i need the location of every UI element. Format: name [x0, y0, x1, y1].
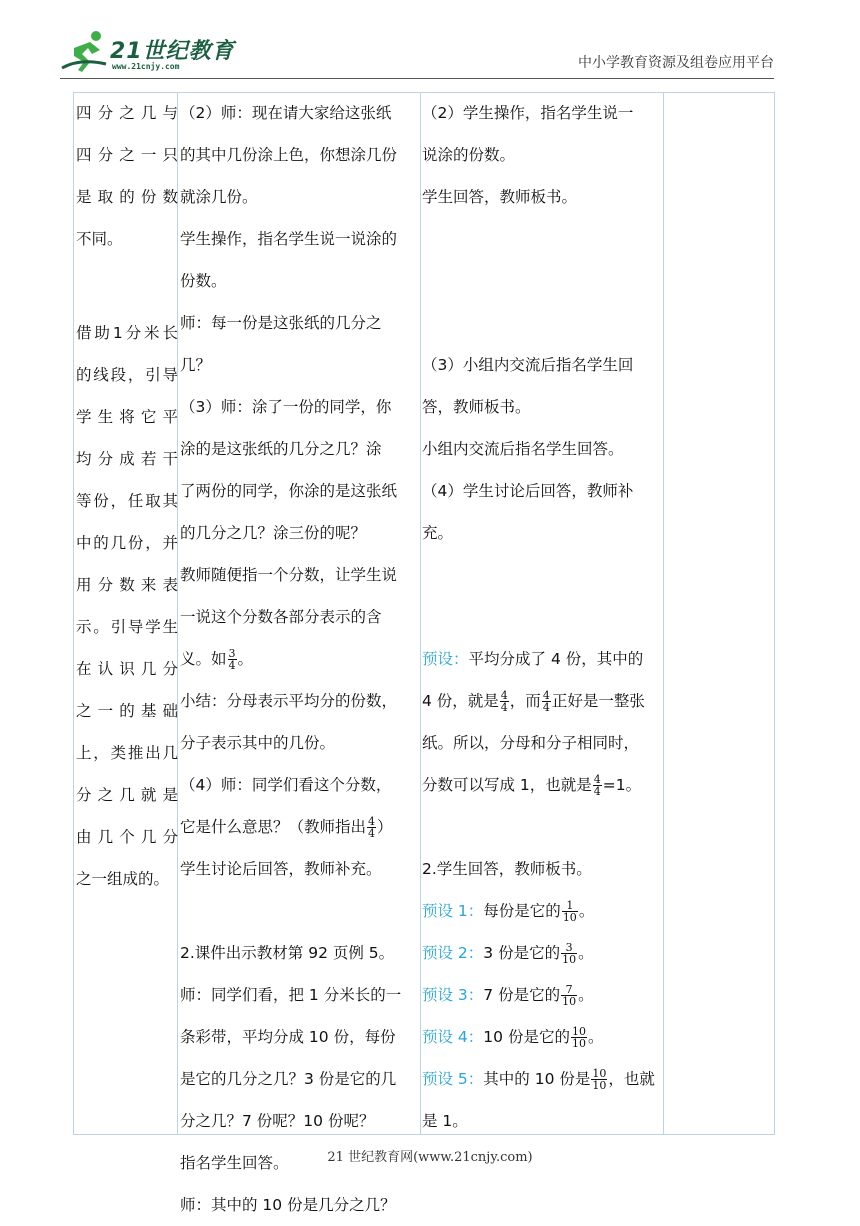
teacher-line: 的其中几份涂上色，你想涂几份: [180, 146, 398, 164]
objective-line: 四分之一只: [76, 146, 178, 164]
denominator: 4: [228, 659, 236, 672]
preset-label: 预设 3：: [422, 986, 484, 1004]
teacher-line: [180, 806, 420, 848]
student-line: 是 1。: [422, 1112, 468, 1130]
fraction: [228, 648, 237, 671]
denominator: 10: [562, 995, 577, 1008]
student-line: [422, 890, 662, 932]
logo-url: www.21cnjy.com: [112, 62, 180, 71]
page-header: [0, 0, 860, 90]
objective-line: 不同。: [76, 230, 123, 248]
preset-label: 预设 2：: [422, 944, 484, 962]
denominator: 4: [542, 701, 550, 714]
text-run: 7 份是它的: [483, 986, 561, 1004]
student-line: 小组内交流后指名学生回答。: [422, 440, 624, 458]
denominator: 10: [571, 1037, 586, 1050]
student-line: 学生回答，教师板书。: [422, 188, 578, 206]
numerator: 1: [562, 900, 578, 912]
student-line: [422, 764, 662, 806]
teacher-column: [180, 92, 420, 1226]
numerator: 7: [561, 984, 577, 996]
student-line: 2.学生回答，教师板书。: [422, 860, 592, 878]
student-line: （2）学生操作，指名学生说一: [422, 104, 634, 122]
preset-label: 预设 5：: [422, 1070, 484, 1088]
fraction: [593, 774, 602, 797]
teacher-line: 师：其中的 10 份是几分之几？: [180, 1196, 396, 1214]
teacher-line: 分之几？7 份呢？10 份呢？: [180, 1112, 375, 1130]
objective-line: 分之几就是: [76, 786, 178, 804]
numerator: 10: [571, 1025, 586, 1038]
teacher-line: 几？: [180, 356, 212, 374]
text-run: 它是什么意思？（教师指出: [180, 818, 367, 836]
objective-line: 的线段，引导: [76, 366, 178, 384]
student-line: （4）学生讨论后回答，教师补: [422, 482, 634, 500]
objective-line: 之一组成的。: [76, 870, 170, 888]
text-run: 义。如: [180, 650, 227, 668]
objective-line: 四分之几与: [76, 104, 178, 122]
preset-label: 预设：: [422, 650, 469, 668]
teacher-line: 教师随便指一个分数，让学生说: [180, 566, 398, 584]
text-run: 其中的 10 份是: [483, 1070, 591, 1088]
header-divider: [60, 78, 774, 79]
student-line: [422, 1058, 662, 1100]
teacher-line: 小结：分母表示平均分的份数，: [180, 692, 398, 710]
denominator: 4: [500, 701, 508, 714]
teacher-line: 是它的几分之几？3 份是它的几: [180, 1070, 397, 1088]
runner-logo-icon: [60, 28, 110, 74]
numerator: 4: [593, 773, 601, 786]
student-line: [422, 680, 662, 722]
fraction: [542, 690, 551, 713]
text-run: 。: [578, 902, 595, 920]
teacher-line: （2）师：现在请大家给这张纸: [180, 104, 392, 122]
text-run: ，而: [509, 692, 541, 710]
numerator: 3: [228, 647, 236, 660]
fraction: [561, 942, 577, 965]
denominator: 10: [562, 911, 577, 924]
text-run: 。: [578, 944, 594, 962]
teacher-line: 学生讨论后回答，教师补充。: [180, 860, 382, 878]
teacher-line: 学生操作，指名学生说一说涂的: [180, 230, 398, 248]
teacher-line: 了两份的同学，你涂的是这张纸: [180, 482, 398, 500]
platform-name: 中小学教育资源及组卷应用平台: [578, 55, 774, 71]
table-border-col3: [663, 92, 664, 1135]
student-line: 说涂的份数。: [422, 146, 516, 164]
student-line: 充。: [422, 524, 454, 542]
table-border-col2: [420, 92, 421, 1135]
student-line: （3）小组内交流后指名学生回: [422, 356, 634, 374]
student-line: [422, 1016, 662, 1058]
teacher-line: 指名学生回答。: [180, 1154, 289, 1172]
teacher-line: [180, 638, 420, 680]
student-line: 纸。所以，分母和分子相同时，: [422, 734, 640, 752]
teacher-line: 的几分之几？涂三份的呢？: [180, 524, 367, 542]
student-line: [422, 932, 662, 974]
text-run: =1。: [602, 776, 642, 794]
objective-line: 上，类推出几: [76, 744, 178, 762]
student-line: [422, 638, 662, 680]
teacher-line: 一说这个分数各部分表示的含: [180, 608, 382, 626]
numerator: 10: [592, 1067, 607, 1080]
text-run: 。: [578, 986, 594, 1004]
numerator: 3: [561, 942, 577, 954]
table-border-left: [73, 92, 74, 1135]
text-run: 。: [237, 650, 254, 668]
fraction: [591, 1068, 607, 1091]
objective-line: 中的几份，并: [76, 534, 178, 552]
student-line: [422, 974, 662, 1016]
numerator: 4: [500, 689, 508, 702]
text-run: 每份是它的: [483, 902, 561, 920]
objective-line: 示。引导学生: [76, 618, 178, 636]
teacher-line: 分子表示其中的几份。: [180, 734, 336, 752]
text-run: ）: [377, 818, 393, 836]
teacher-line: （3）师：涂了一份的同学，你: [180, 398, 392, 416]
preset-label: 预设 1：: [422, 902, 484, 920]
page-footer: 21 世纪教育网(www.21cnjy.com): [327, 1150, 533, 1165]
text-run: 4 份，就是: [422, 692, 499, 710]
teacher-line: 2.课件出示教材第 92 页例 5。: [180, 944, 395, 962]
text-run: 。: [587, 1028, 604, 1046]
denominator: 10: [592, 1079, 607, 1092]
logo-text: 21世纪教育: [110, 39, 235, 64]
objective-line: 用分数来表: [76, 576, 178, 594]
fraction: [500, 690, 509, 713]
teacher-line: 师：同学们看，把 1 分米长的一: [180, 986, 402, 1004]
text-run: ，也就: [608, 1070, 655, 1088]
text-run: 10 份是它的: [483, 1028, 570, 1046]
objective-column: [76, 92, 178, 900]
objective-line: 是取的份数: [76, 188, 178, 206]
text-run: 3 份是它的: [483, 944, 561, 962]
teacher-line: 份数。: [180, 272, 227, 290]
student-line: 答，教师板书。: [422, 398, 531, 416]
text-run: 正好是一整张: [551, 692, 645, 710]
teacher-line: 条彩带，平均分成 10 份，每份: [180, 1028, 396, 1046]
objective-line: 之一的基础: [76, 702, 178, 720]
fraction: [367, 816, 376, 839]
fraction: [561, 984, 577, 1007]
denominator: 10: [562, 953, 577, 966]
site-logo: [60, 28, 240, 76]
objective-line: 借助1分米长: [76, 324, 178, 342]
numerator: 4: [542, 689, 550, 702]
teacher-line: 就涂几份。: [180, 188, 258, 206]
denominator: 4: [368, 827, 376, 840]
fraction: [571, 1026, 587, 1049]
teacher-line: （4）师：同学们看这个分数，: [180, 776, 392, 794]
text-run: 平均分成了 4 份，其中的: [468, 650, 644, 668]
text-run: 分数可以写成 1，也就是: [422, 776, 592, 794]
student-column: [422, 92, 662, 1142]
numerator: 4: [368, 815, 376, 828]
fraction: [562, 900, 578, 923]
objective-line: 学生将它平: [76, 408, 178, 426]
preset-label: 预设 4：: [422, 1028, 484, 1046]
teacher-line: 师：每一份是这张纸的几分之: [180, 314, 382, 332]
objective-line: 等份，任取其: [76, 492, 178, 510]
objective-line: 均分成若干: [76, 450, 178, 468]
table-border-right: [774, 92, 775, 1135]
teacher-line: 涂的是这张纸的几分之几？涂: [180, 440, 382, 458]
objective-line: 在认识几分: [76, 660, 178, 678]
denominator: 4: [593, 785, 601, 798]
objective-line: 由几个几分: [76, 828, 178, 846]
